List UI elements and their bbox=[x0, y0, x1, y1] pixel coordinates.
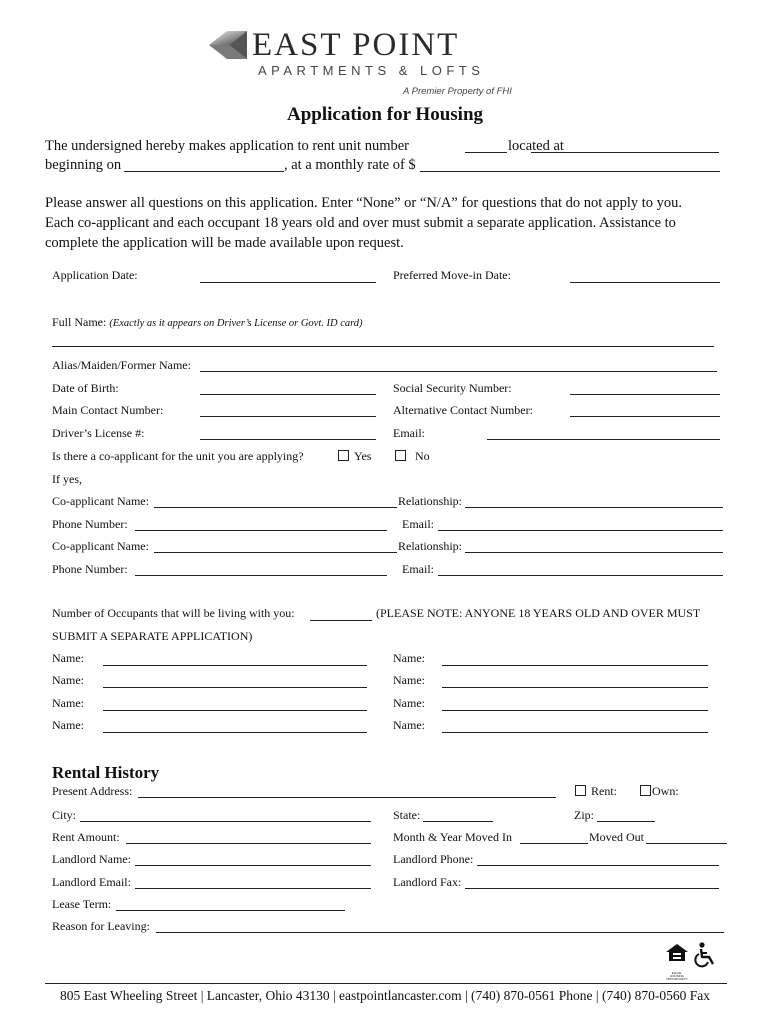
occupants-note-2: SUBMIT A SEPARATE APPLICATION) bbox=[52, 629, 253, 643]
alias-label: Alias/Maiden/Former Name: bbox=[52, 358, 191, 372]
full-name-label: Full Name: (Exactly as it appears on Driver’s License or Govt. ID card) bbox=[52, 315, 363, 329]
coapplicant-no-checkbox[interactable]: No bbox=[395, 449, 430, 464]
alt-contact-label: Alternative Contact Number: bbox=[393, 403, 533, 417]
lease-term-label: Lease Term: bbox=[52, 897, 112, 911]
coapplicant-2-phone-field[interactable] bbox=[135, 575, 387, 576]
state-field[interactable] bbox=[423, 821, 493, 822]
coapplicant-1-relationship-field[interactable] bbox=[465, 507, 723, 508]
beginning-on-field[interactable] bbox=[124, 171, 284, 172]
occupant-name-label: Name: bbox=[393, 651, 425, 665]
wheelchair-icon bbox=[694, 942, 718, 968]
occupant-name-field[interactable] bbox=[442, 710, 708, 711]
coapplicant-2-relationship-label: Relationship: bbox=[398, 539, 462, 553]
logo-name: EAST POINT bbox=[252, 27, 460, 63]
diamond-logo-mark-icon bbox=[207, 30, 251, 60]
coapplicant-2-email-field[interactable] bbox=[438, 575, 723, 576]
move-in-date-field[interactable] bbox=[570, 282, 720, 283]
occupant-name-label: Name: bbox=[393, 696, 425, 710]
instructions-line-2: Each co-applicant and each occupant 18 years old and over must submit a separate application. Assistance to bbox=[45, 215, 676, 231]
located-at-field[interactable] bbox=[531, 152, 719, 153]
rent-amount-field[interactable] bbox=[126, 843, 371, 844]
occupant-name-label: Name: bbox=[52, 673, 84, 687]
license-label: Driver’s License #: bbox=[52, 426, 145, 440]
landlord-name-field[interactable] bbox=[135, 865, 371, 866]
moved-out-label: Moved Out bbox=[589, 830, 644, 844]
occupant-name-field[interactable] bbox=[103, 665, 367, 666]
coapplicant-1-name-field[interactable] bbox=[154, 507, 397, 508]
email-field[interactable] bbox=[487, 439, 720, 440]
city-field[interactable] bbox=[80, 821, 371, 822]
city-label: City: bbox=[52, 808, 77, 822]
located-at-label: located at bbox=[508, 138, 564, 154]
landlord-phone-label: Landlord Phone: bbox=[393, 852, 474, 866]
coapplicant-1-phone-label: Phone Number: bbox=[52, 517, 128, 531]
landlord-fax-field[interactable] bbox=[465, 888, 719, 889]
coapplicant-2-relationship-field[interactable] bbox=[465, 552, 723, 553]
main-contact-label: Main Contact Number: bbox=[52, 403, 164, 417]
occupant-name-field[interactable] bbox=[103, 710, 367, 711]
occupant-name-label: Name: bbox=[393, 673, 425, 687]
coapplicant-1-phone-field[interactable] bbox=[135, 530, 387, 531]
checkbox-icon bbox=[395, 450, 406, 461]
beginning-on-label: beginning on bbox=[45, 157, 122, 173]
equal-housing-label: EQUAL HOUSING OPPORTUNITY bbox=[666, 971, 688, 981]
moved-out-field[interactable] bbox=[646, 843, 727, 844]
equal-housing-badge bbox=[665, 943, 689, 981]
coapplicant-1-relationship-label: Relationship: bbox=[398, 494, 462, 508]
alt-contact-field[interactable] bbox=[570, 416, 720, 417]
main-contact-field[interactable] bbox=[200, 416, 376, 417]
occupant-name-label: Name: bbox=[52, 696, 84, 710]
occupants-note-1: (PLEASE NOTE: ANYONE 18 YEARS OLD AND OVER MUST bbox=[376, 606, 701, 620]
full-name-note: (Exactly as it appears on Driver’s License or Govt. ID card) bbox=[109, 318, 363, 329]
coapplicant-1-email-label: Email: bbox=[402, 517, 434, 531]
full-name-field[interactable] bbox=[52, 346, 714, 347]
coapplicant-2-email-label: Email: bbox=[402, 562, 434, 576]
coapplicant-question: Is there a co-applicant for the unit you are applying? bbox=[52, 449, 304, 463]
logo-tagline: A Premier Property of FHI bbox=[403, 86, 512, 97]
reason-field[interactable] bbox=[156, 932, 724, 933]
monthly-rate-field[interactable] bbox=[420, 171, 720, 172]
occupant-name-field[interactable] bbox=[442, 732, 708, 733]
instructions-line-3: complete the application will be made available upon request. bbox=[45, 235, 404, 251]
own-checkbox[interactable]: Own: bbox=[640, 784, 679, 799]
rental-history-heading: Rental History bbox=[52, 763, 160, 782]
application-date-field[interactable] bbox=[200, 282, 376, 283]
email-label: Email: bbox=[393, 426, 425, 440]
occupant-name-field[interactable] bbox=[103, 732, 367, 733]
landlord-email-field[interactable] bbox=[135, 888, 371, 889]
move-in-date-label: Preferred Move-in Date: bbox=[393, 268, 511, 282]
landlord-name-label: Landlord Name: bbox=[52, 852, 131, 866]
lease-term-field[interactable] bbox=[116, 910, 345, 911]
ssn-field[interactable] bbox=[570, 394, 720, 395]
moved-in-label: Month & Year Moved In bbox=[393, 830, 512, 844]
page-title: Application for Housing bbox=[286, 104, 484, 125]
occupant-name-field[interactable] bbox=[103, 687, 367, 688]
coapplicant-1-email-field[interactable] bbox=[438, 530, 723, 531]
occupant-name-label: Name: bbox=[52, 651, 84, 665]
alias-field[interactable] bbox=[200, 371, 717, 372]
license-field[interactable] bbox=[200, 439, 376, 440]
coapplicant-2-name-label: Co-applicant Name: bbox=[52, 539, 149, 553]
occupants-label: Number of Occupants that will be living with you: bbox=[52, 606, 295, 620]
ssn-label: Social Security Number: bbox=[393, 381, 512, 395]
dob-field[interactable] bbox=[200, 394, 376, 395]
landlord-phone-field[interactable] bbox=[477, 865, 719, 866]
checkbox-icon bbox=[640, 785, 651, 796]
dob-label: Date of Birth: bbox=[52, 381, 119, 395]
zip-field[interactable] bbox=[597, 821, 655, 822]
occupant-name-field[interactable] bbox=[442, 687, 708, 688]
monthly-rate-label: , at a monthly rate of $ bbox=[284, 157, 416, 173]
unit-number-field[interactable] bbox=[465, 152, 507, 153]
intro-line-1: The undersigned hereby makes application to rent unit number bbox=[45, 138, 410, 154]
landlord-fax-label: Landlord Fax: bbox=[393, 875, 462, 889]
occupant-name-field[interactable] bbox=[442, 665, 708, 666]
present-address-label: Present Address: bbox=[52, 784, 133, 798]
logo-subtitle: APARTMENTS & LOFTS bbox=[258, 63, 485, 78]
occupant-name-label: Name: bbox=[52, 718, 84, 732]
equal-housing-icon bbox=[665, 943, 689, 967]
if-yes-label: If yes, bbox=[52, 472, 82, 486]
landlord-email-label: Landlord Email: bbox=[52, 875, 131, 889]
footer-contact: 805 East Wheeling Street | Lancaster, Ohio 43130 | eastpointlancaster.com | (740) 870-0561 Phone | (740) 870-0560 Fax bbox=[59, 988, 710, 1003]
moved-in-field[interactable] bbox=[520, 843, 588, 844]
state-label: State: bbox=[393, 808, 421, 822]
occupants-count-field[interactable] bbox=[310, 620, 372, 621]
zip-label: Zip: bbox=[574, 808, 594, 822]
coapplicant-1-name-label: Co-applicant Name: bbox=[52, 494, 149, 508]
coapplicant-yes-checkbox[interactable]: Yes bbox=[338, 449, 371, 464]
application-date-label: Application Date: bbox=[52, 268, 138, 282]
rent-amount-label: Rent Amount: bbox=[52, 830, 120, 844]
occupant-name-label: Name: bbox=[393, 718, 425, 732]
coapplicant-2-name-field[interactable] bbox=[154, 552, 397, 553]
checkbox-icon bbox=[338, 450, 349, 461]
present-address-field[interactable] bbox=[138, 797, 556, 798]
coapplicant-2-phone-label: Phone Number: bbox=[52, 562, 128, 576]
rent-checkbox[interactable]: Rent: bbox=[575, 784, 617, 799]
instructions-line-1: Please answer all questions on this application. Enter “None” or “N/A” for questions that do not apply to you. bbox=[45, 195, 683, 211]
reason-label: Reason for Leaving: bbox=[52, 919, 150, 933]
footer-divider bbox=[45, 983, 727, 984]
checkbox-icon bbox=[575, 785, 586, 796]
